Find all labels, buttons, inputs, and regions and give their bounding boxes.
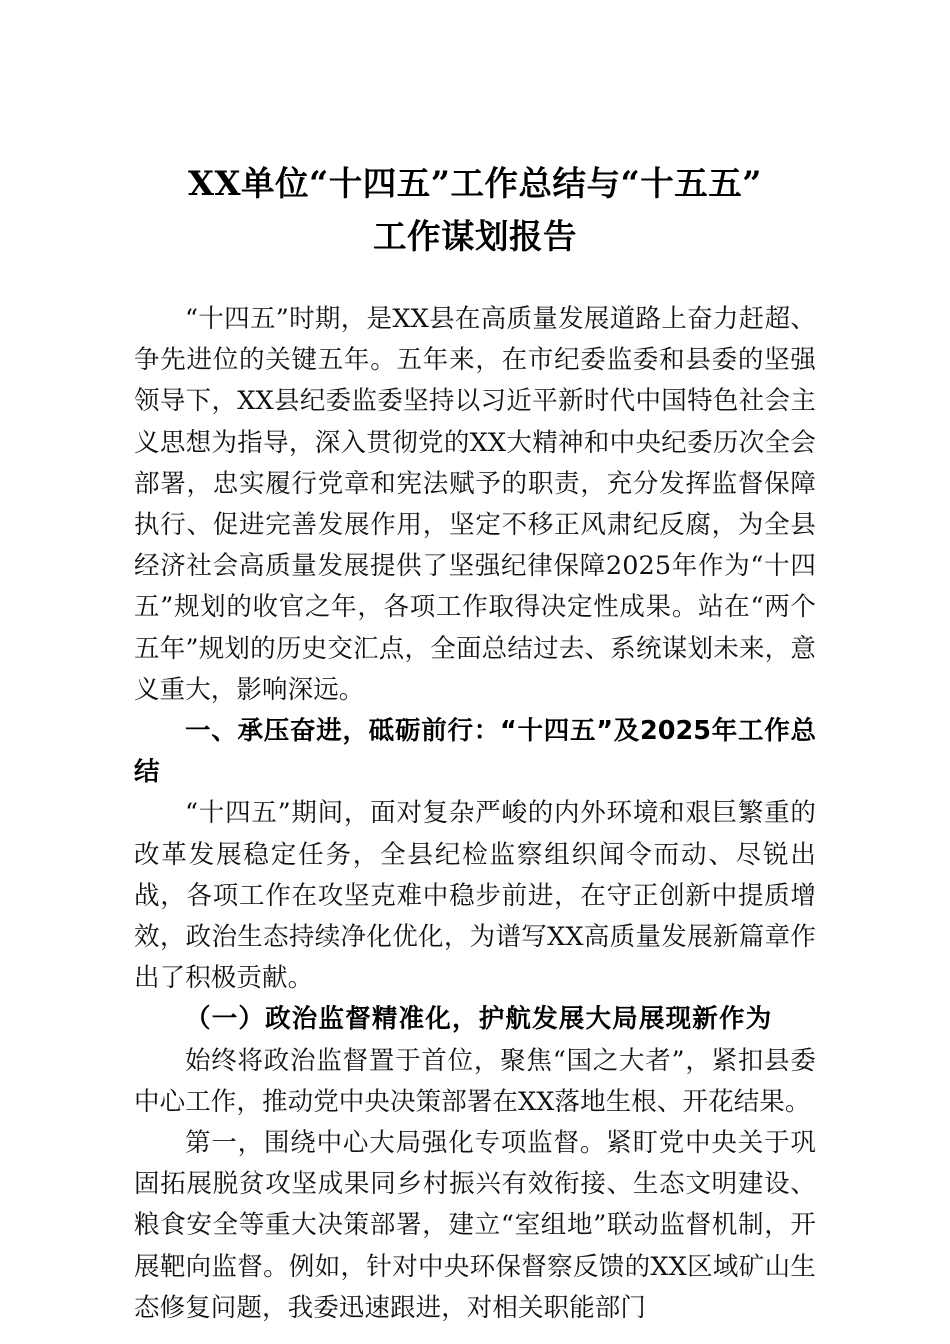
point-first-paragraph: 第一，围绕中心大局强化专项监督。紧盯党中央关于巩固拓展脱贫攻坚成果同乡村振兴有效衔接、生态文明建设、粮食安全等重大决策部署，建立“室组地”联动监督机制，开展靶向监督。例如，针对中央环保督察反馈的XX区域矿山生态修复问题，我委迅速跟进，对相关职能部门 [134, 1128, 816, 1323]
document-title [134, 0, 816, 263]
subsection-heading-1-1: （一）政治监督精准化，护航发展大局展现新作为 [185, 1004, 773, 1035]
intro-paragraph: “十四五”时期，是XX县在高质量发展道路上奋力赶超、争先进位的关键五年。五年来，在市纪委监委和县委的坚强领导下，XX县纪委监委坚持以习近平新时代中国特色社会主义思想为指导，深入贯彻党的XX大精神和中央纪委历次全会部署，忠实履行党章和宪法赋予的职责，充分发挥监督保障执行、促进完善发展作用，坚定不移正风肃纪反腐，为全县经济社会高质量发展提供了坚强纪律保障2025年作为“十四五”规划的收官之年，各项工作取得决定性成果。站在“两个五年”规划的历史交汇点，全面总结过去、系统谋划未来，意义重大，影响深远。 [134, 304, 816, 705]
document-title-line-1: XX单位“十四五”工作总结与“十五五” [187, 164, 763, 203]
section-1-lead-paragraph: “十四五”期间，面对复杂严峻的内外环境和艰巨繁重的改革发展稳定任务，全县纪检监察组织闻令而动、尽锐出战，各项工作在攻坚克难中稳步前进，在守正创新中提质增效，政治生态持续净化优化，为谱写XX高质量发展新篇章作出了积极贡献。 [134, 798, 816, 994]
document-title-line-2: 工作谋划报告 [373, 217, 577, 256]
section-heading-1: 一、承压奋进，砥砺前行：“十四五”及2025年工作总结 [134, 716, 816, 788]
document-content-column [134, 0, 816, 1329]
subsection-1-1-lead-paragraph: 始终将政治监督置于首位，聚焦“国之大者”，紧扣县委中心工作，推动党中央决策部署在XX落地生根、开花结果。 [134, 1045, 816, 1117]
